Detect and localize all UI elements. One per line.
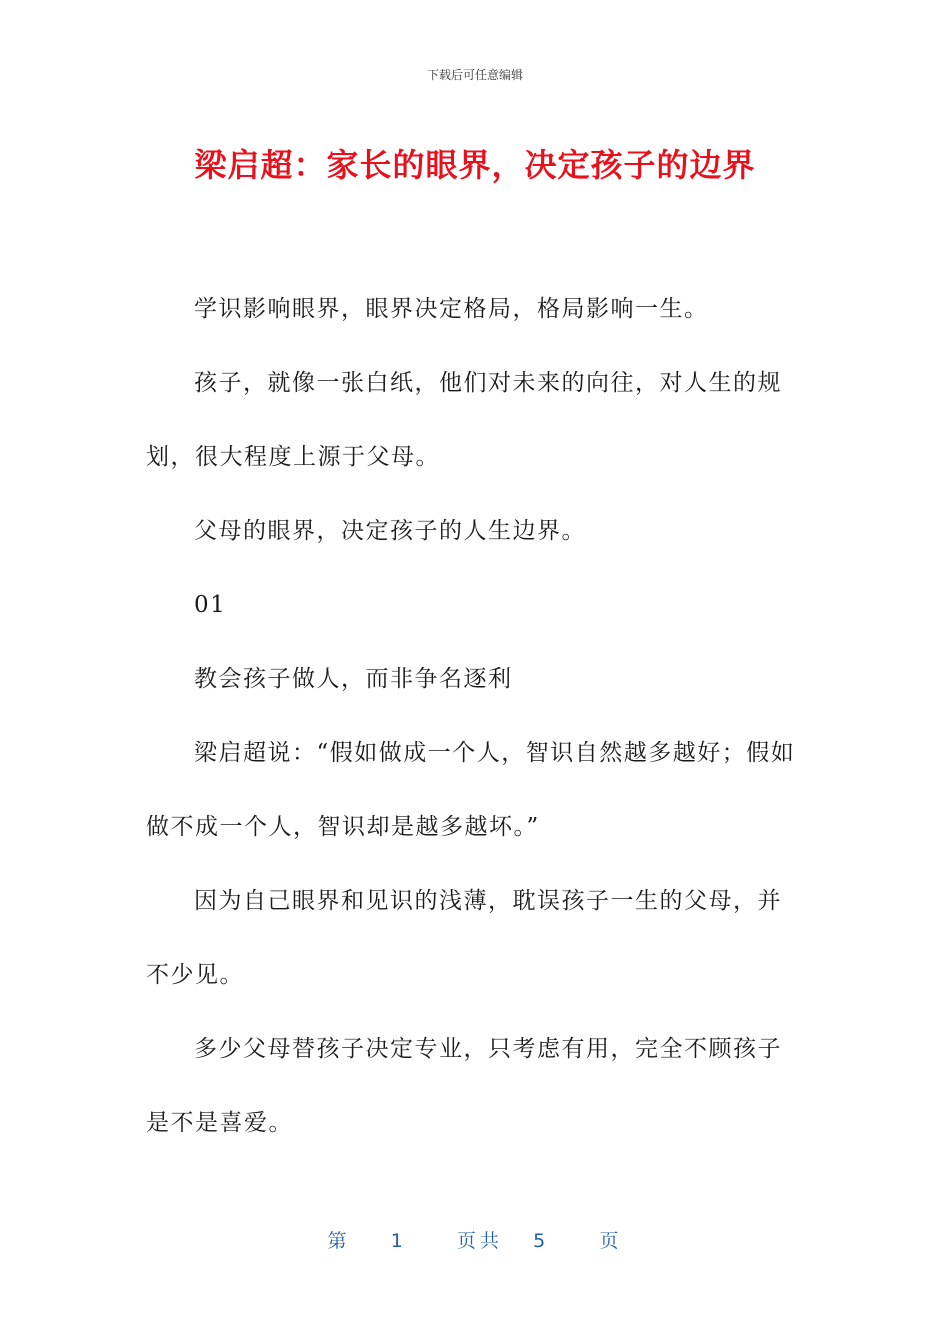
- document-title: 梁启超：家长的眼界，决定孩子的边界: [194, 146, 756, 184]
- document-body: [146, 272, 806, 1160]
- page-footer: [0, 1226, 950, 1253]
- footer-label-page: 第: [327, 1230, 351, 1252]
- footer-current-page: 1: [390, 1230, 407, 1252]
- header-note: 下载后可任意编辑: [426, 68, 523, 82]
- paragraph: 孩子，就像一张白纸，他们对未来的向往，对人生的规划，很大程度上源于父母。: [146, 370, 782, 470]
- paragraph: 学识影响眼界，眼界决定格局，格局影响一生。: [194, 296, 709, 322]
- paragraph: 多少父母替孩子决定专业，只考虑有用，完全不顾孩子是不是喜爱。: [146, 1036, 782, 1136]
- footer-total-pages: 5: [533, 1230, 550, 1252]
- section-heading: 教会孩子做人，而非争名逐利: [194, 666, 513, 692]
- footer-label-end: 页: [599, 1230, 623, 1252]
- section-number: 01: [194, 592, 227, 618]
- paragraph: 父母的眼界，决定孩子的人生边界。: [194, 518, 586, 544]
- footer-label-total: 页共: [457, 1230, 504, 1252]
- paragraph: 因为自己眼界和见识的浅薄，耽误孩子一生的父母，并不少见。: [146, 888, 782, 988]
- paragraph: 梁启超说：“假如做成一个人，智识自然越多越好；假如做不成一个人，智识却是越多越坏。”: [146, 740, 796, 840]
